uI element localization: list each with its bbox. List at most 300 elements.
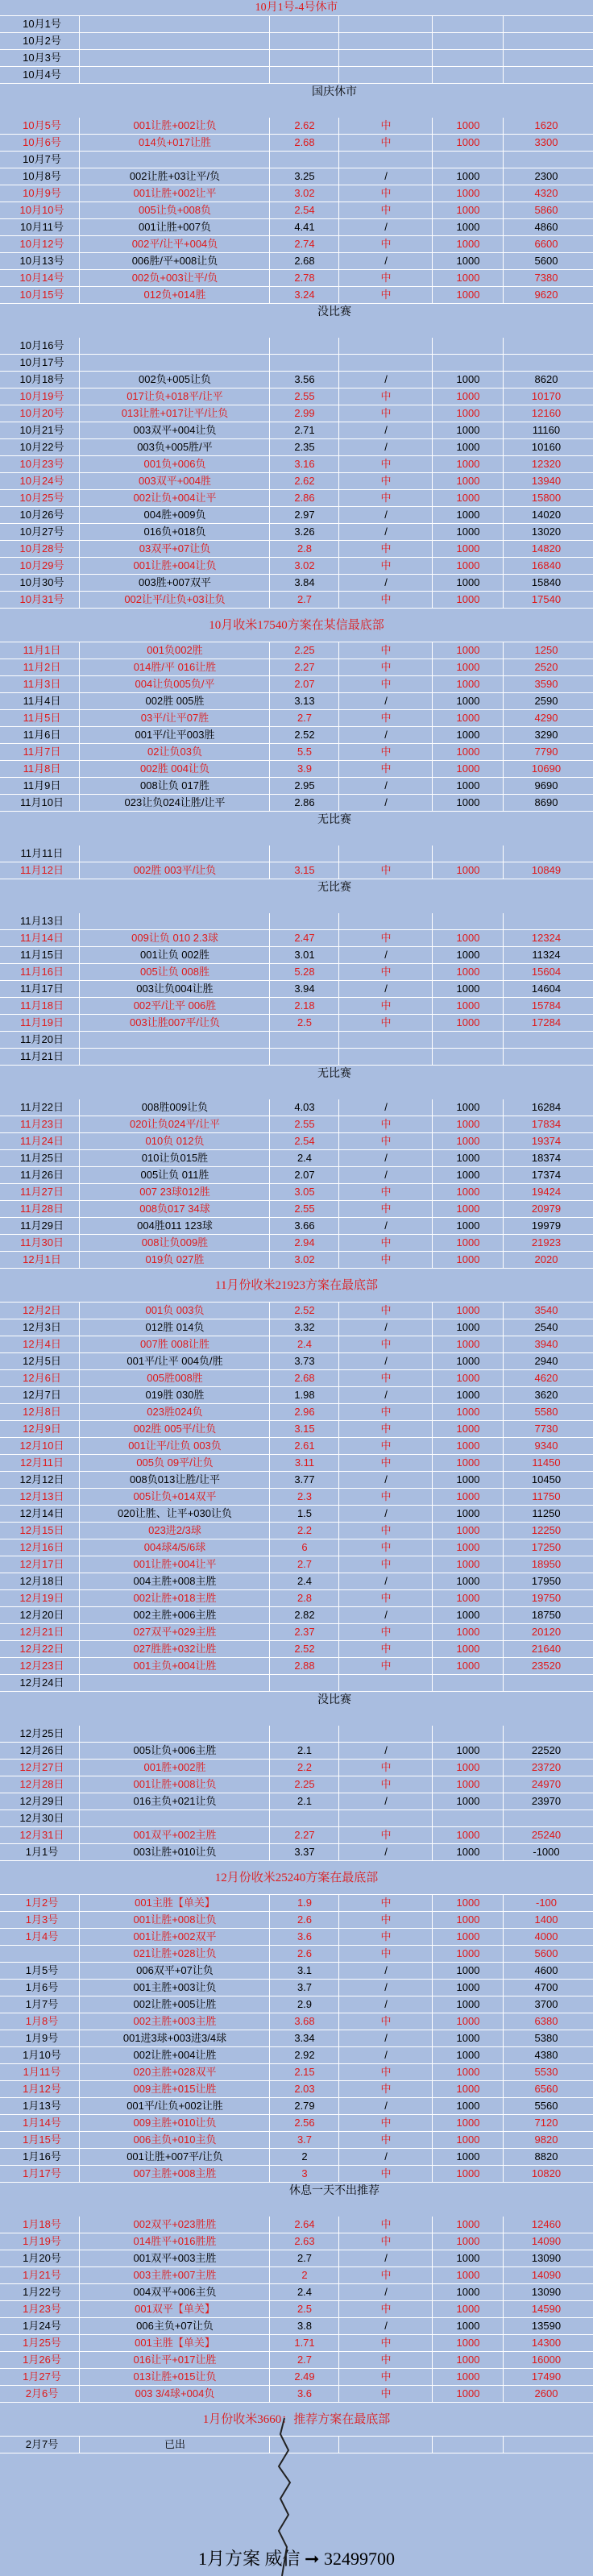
row-total: 16284 bbox=[531, 1101, 562, 1113]
grid-line bbox=[503, 1810, 504, 1826]
grid-line bbox=[79, 422, 80, 438]
row-result: / bbox=[384, 1964, 388, 1976]
grid-line bbox=[432, 1963, 433, 1979]
grid-line bbox=[432, 236, 433, 252]
row-pick bbox=[81, 355, 269, 371]
row-odds: 2.07 bbox=[294, 1169, 315, 1181]
grid-line bbox=[79, 1573, 80, 1589]
grid-line bbox=[432, 1573, 433, 1589]
row-odds: 1.5 bbox=[296, 1507, 313, 1519]
grid-line bbox=[338, 1506, 339, 1522]
row-pick bbox=[81, 67, 269, 83]
grid-line bbox=[269, 219, 270, 235]
grid-line bbox=[503, 2301, 504, 2317]
grid-line bbox=[338, 1184, 339, 1200]
row-pick: 003让负004让胜 bbox=[136, 983, 214, 995]
grid-line bbox=[503, 2284, 504, 2300]
grid-line bbox=[503, 524, 504, 540]
row-result: 中 bbox=[380, 1135, 392, 1147]
row-pick: 023进2/3球 bbox=[148, 1524, 201, 1536]
row-pick: 016让平+017让胜 bbox=[133, 2354, 217, 2366]
row-total: 9620 bbox=[534, 289, 558, 301]
grid-line bbox=[269, 930, 270, 946]
grid-line bbox=[269, 710, 270, 726]
row-date: 10月12号 bbox=[19, 238, 64, 250]
row-pick: 021让胜+028让负 bbox=[133, 1947, 217, 1959]
row-total: 16840 bbox=[531, 559, 562, 571]
row-stake: 1000 bbox=[456, 1456, 480, 1469]
grid-line bbox=[503, 998, 504, 1014]
row-result: 中 bbox=[380, 1524, 392, 1536]
row-result: 中 bbox=[380, 932, 392, 944]
grid-line bbox=[338, 2047, 339, 2063]
grid-line bbox=[503, 50, 504, 66]
grid-line bbox=[432, 2132, 433, 2148]
grid-line bbox=[432, 2437, 433, 2453]
grid-line bbox=[338, 1252, 339, 1268]
row-pick: 016负+018负 bbox=[143, 526, 206, 538]
table-row bbox=[0, 558, 593, 575]
row-odds: 2.4 bbox=[296, 1152, 313, 1164]
monthly-summary: 11月份收米21923方案在最底部 bbox=[0, 1269, 593, 1303]
grid-line bbox=[432, 1336, 433, 1352]
grid-line bbox=[338, 1624, 339, 1640]
row-pick: 003 3/4球+004负 bbox=[135, 2387, 215, 2399]
grid-line bbox=[432, 1726, 433, 1742]
grid-line bbox=[338, 1167, 339, 1183]
row-pick: 012胜 014负 bbox=[145, 1321, 205, 1333]
row-pick: 001让胜+002双平 bbox=[133, 1930, 217, 1942]
row-result: 中 bbox=[380, 644, 392, 656]
row-pick: 001让胜+007平/让负 bbox=[126, 2150, 223, 2163]
grid-line bbox=[269, 1218, 270, 1234]
grid-line bbox=[432, 727, 433, 743]
grid-line bbox=[338, 642, 339, 659]
grid-line bbox=[79, 202, 80, 218]
row-date: 12月25日 bbox=[19, 1727, 64, 1739]
grid-line bbox=[338, 1133, 339, 1149]
row-date: 12月7日 bbox=[23, 1389, 61, 1401]
gap-note: 国庆休市 bbox=[312, 86, 357, 98]
row-total: 20120 bbox=[531, 1626, 562, 1638]
row-odds: 3.37 bbox=[294, 1846, 315, 1858]
row-total: 5600 bbox=[534, 255, 558, 267]
grid-line bbox=[79, 1235, 80, 1251]
grid-line bbox=[269, 118, 270, 134]
grid-line bbox=[79, 778, 80, 794]
row-stake: 1000 bbox=[456, 1473, 480, 1485]
table-row bbox=[0, 1776, 593, 1793]
row-result: 中 bbox=[380, 2015, 392, 2027]
row-pick: 002双平+023胜胜 bbox=[133, 2218, 217, 2230]
row-total: 9690 bbox=[534, 779, 558, 791]
row-odds: 2.7 bbox=[296, 1558, 313, 1570]
table-row bbox=[0, 1912, 593, 1929]
row-stake: 1000 bbox=[456, 1592, 480, 1604]
grid-line bbox=[79, 1996, 80, 2013]
grid-line bbox=[338, 2030, 339, 2046]
grid-line bbox=[338, 388, 339, 405]
grid-line bbox=[269, 388, 270, 405]
grid-line bbox=[269, 1539, 270, 1556]
row-result: 中 bbox=[380, 1947, 392, 1959]
grid-line bbox=[79, 2386, 80, 2402]
grid-line bbox=[338, 2437, 339, 2453]
grid-line bbox=[79, 1980, 80, 1996]
grid-line bbox=[503, 1658, 504, 1674]
row-stake: 1000 bbox=[456, 289, 480, 301]
grid-line bbox=[432, 338, 433, 354]
grid-line bbox=[503, 1303, 504, 1319]
grid-line bbox=[269, 2115, 270, 2131]
grid-line bbox=[338, 2115, 339, 2131]
row-pick: 002主胜+006主胜 bbox=[133, 1609, 217, 1621]
row-odds: 2.94 bbox=[294, 1236, 315, 1249]
grid-line bbox=[269, 1116, 270, 1132]
row-result: / bbox=[384, 1981, 388, 1993]
table-row bbox=[0, 1218, 593, 1235]
grid-line bbox=[79, 2301, 80, 2317]
row-result: / bbox=[384, 983, 388, 995]
row-stake: 1000 bbox=[456, 2252, 480, 2264]
row-stake: 1000 bbox=[456, 2117, 480, 2129]
row-total: 12320 bbox=[531, 458, 562, 470]
grid-line bbox=[432, 372, 433, 388]
table-row bbox=[0, 118, 593, 135]
row-total: 11250 bbox=[532, 1507, 561, 1519]
row-total: 3300 bbox=[534, 136, 558, 148]
row-stake: 1000 bbox=[456, 2083, 480, 2095]
table-row bbox=[0, 456, 593, 473]
grid-line bbox=[269, 1760, 270, 1776]
row-date: 11月28日 bbox=[20, 1203, 64, 1215]
row-stake: 1000 bbox=[456, 932, 480, 944]
row-date: 2月7号 bbox=[25, 2438, 59, 2450]
grid-line bbox=[269, 1624, 270, 1640]
grid-line bbox=[79, 1218, 80, 1234]
row-pick: 004主胜+008主胜 bbox=[133, 1575, 217, 1587]
row-date: 12月29日 bbox=[19, 1795, 64, 1807]
grid-line bbox=[269, 1404, 270, 1420]
row-date: 11月7日 bbox=[23, 746, 61, 758]
row-odds: 2.8 bbox=[296, 542, 313, 555]
grid-line bbox=[79, 1743, 80, 1759]
grid-line bbox=[503, 372, 504, 388]
row-odds: 2.52 bbox=[294, 729, 315, 741]
row-date: 1月19号 bbox=[23, 2235, 61, 2247]
row-pick: 020让负024平/让平 bbox=[130, 1118, 220, 1130]
grid-line bbox=[432, 456, 433, 472]
row-odds bbox=[271, 846, 338, 862]
grid-line bbox=[269, 1607, 270, 1623]
grid-line bbox=[503, 253, 504, 269]
table-row bbox=[0, 1116, 593, 1133]
grid-line bbox=[503, 2132, 504, 2148]
row-date: 12月21日 bbox=[19, 1626, 64, 1638]
grid-line bbox=[338, 1675, 339, 1691]
row-pick: 008让负 017胜 bbox=[140, 779, 209, 791]
grid-line bbox=[338, 1641, 339, 1657]
row-stake: 1000 bbox=[456, 2235, 480, 2247]
row-stake: 1000 bbox=[456, 458, 480, 470]
row-date: 1月21号 bbox=[23, 2269, 61, 2281]
row-stake: 1000 bbox=[456, 2049, 480, 2061]
grid-line bbox=[269, 1590, 270, 1606]
grid-line bbox=[269, 1793, 270, 1809]
grid-line bbox=[503, 135, 504, 151]
grid-line bbox=[338, 1963, 339, 1979]
row-pick: 009让负 010 2.3球 bbox=[131, 932, 218, 944]
row-pick: 001平/让负+002让胜 bbox=[126, 2100, 223, 2112]
row-pick: 009主胜+010让负 bbox=[133, 2117, 217, 2129]
row-stake: 1000 bbox=[456, 1981, 480, 1993]
row-result: 中 bbox=[380, 1423, 392, 1435]
grid-line bbox=[79, 1353, 80, 1369]
row-odds bbox=[271, 67, 338, 83]
row-pick: 010负 012负 bbox=[145, 1135, 205, 1147]
row-stake: 1000 bbox=[456, 1355, 480, 1367]
row-odds: 4.41 bbox=[294, 221, 315, 233]
grid-line bbox=[503, 287, 504, 303]
grid-line bbox=[432, 1827, 433, 1843]
row-odds: 3.6 bbox=[296, 1930, 313, 1942]
row-date: 11月13日 bbox=[20, 915, 64, 927]
grid-line bbox=[432, 202, 433, 218]
table-row bbox=[0, 1624, 593, 1641]
grid-line bbox=[79, 2064, 80, 2080]
row-pick: 027胜胜+032让胜 bbox=[133, 1643, 217, 1655]
row-stake: 1000 bbox=[456, 407, 480, 419]
grid-line bbox=[338, 1370, 339, 1386]
row-odds: 2.9 bbox=[296, 1998, 313, 2010]
row-date: 10月8号 bbox=[23, 170, 61, 182]
row-stake: 1000 bbox=[456, 1236, 480, 1249]
row-odds: 2.2 bbox=[296, 1761, 313, 1773]
grid-line bbox=[269, 659, 270, 675]
row-result bbox=[340, 1049, 432, 1065]
row-result: 中 bbox=[380, 864, 392, 876]
row-date: 10月5号 bbox=[23, 119, 61, 131]
row-odds: 2.68 bbox=[294, 1372, 315, 1384]
table-row bbox=[0, 2081, 593, 2098]
row-stake: 1000 bbox=[456, 1152, 480, 1164]
row-result bbox=[340, 1032, 432, 1048]
row-total: 12460 bbox=[531, 2218, 562, 2230]
row-total: 22520 bbox=[531, 1744, 562, 1756]
grid-line bbox=[79, 1539, 80, 1556]
row-odds: 3.7 bbox=[296, 2134, 313, 2146]
row-date: 11月17日 bbox=[20, 983, 64, 995]
grid-line bbox=[338, 338, 339, 354]
grid-line bbox=[269, 338, 270, 354]
row-odds: 2.52 bbox=[294, 1304, 315, 1316]
row-result: 中 bbox=[380, 2337, 392, 2349]
table-row bbox=[0, 372, 593, 388]
row-total: 4290 bbox=[534, 712, 558, 724]
row-total: 5580 bbox=[534, 1406, 558, 1418]
table-row bbox=[0, 1963, 593, 1980]
row-stake: 1000 bbox=[456, 424, 480, 436]
grid-line bbox=[432, 2335, 433, 2351]
row-result: 中 bbox=[380, 559, 392, 571]
grid-line bbox=[338, 676, 339, 692]
row-stake: 1000 bbox=[456, 136, 480, 148]
grid-line bbox=[503, 1980, 504, 1996]
row-pick: 004让负005负/平 bbox=[135, 678, 215, 690]
row-odds: 2.07 bbox=[294, 678, 315, 690]
grid-line bbox=[432, 1760, 433, 1776]
row-stake: 1000 bbox=[456, 1998, 480, 2010]
grid-line bbox=[503, 1912, 504, 1928]
row-total: 23970 bbox=[531, 1795, 562, 1807]
grid-line bbox=[503, 1201, 504, 1217]
grid-line bbox=[338, 2284, 339, 2300]
grid-line bbox=[432, 778, 433, 794]
table-row bbox=[0, 67, 593, 84]
grid-line bbox=[432, 1523, 433, 1539]
row-stake: 1000 bbox=[456, 204, 480, 216]
grid-line bbox=[79, 236, 80, 252]
grid-line bbox=[432, 2386, 433, 2402]
table-row bbox=[0, 1641, 593, 1658]
row-result: 中 bbox=[380, 407, 392, 419]
grid-line bbox=[79, 575, 80, 591]
grid-line bbox=[79, 1336, 80, 1352]
row-total: 2940 bbox=[534, 1355, 558, 1367]
grid-line bbox=[503, 2081, 504, 2097]
grid-line bbox=[503, 710, 504, 726]
grid-line bbox=[269, 236, 270, 252]
row-pick: 014胜平+016胜胜 bbox=[133, 2235, 217, 2247]
grid-line bbox=[269, 270, 270, 286]
row-odds: 2.79 bbox=[294, 2100, 315, 2112]
grid-line bbox=[432, 2267, 433, 2283]
grid-line bbox=[503, 1252, 504, 1268]
grid-line bbox=[79, 2267, 80, 2283]
row-date: 11月14日 bbox=[20, 932, 64, 944]
row-odds bbox=[271, 1675, 338, 1691]
row-total: 3620 bbox=[534, 1389, 558, 1401]
row-pick bbox=[81, 50, 269, 66]
grid-line bbox=[269, 1895, 270, 1911]
row-result: 中 bbox=[380, 2218, 392, 2230]
grid-line bbox=[338, 1607, 339, 1623]
month-banner: 10月1号-4号休市 bbox=[0, 0, 593, 16]
row-total: 2020 bbox=[534, 1253, 558, 1265]
row-date: 11月22日 bbox=[20, 1101, 64, 1113]
row-total: 15840 bbox=[531, 576, 562, 588]
grid-line bbox=[338, 862, 339, 879]
table-row bbox=[0, 1929, 593, 1946]
table-row bbox=[0, 846, 593, 862]
row-pick: 001双平+002主胜 bbox=[133, 1829, 217, 1841]
grid-line bbox=[79, 1810, 80, 1826]
grid-line bbox=[79, 1675, 80, 1691]
grid-line bbox=[432, 998, 433, 1014]
grid-line bbox=[503, 1506, 504, 1522]
row-total: 17540 bbox=[531, 593, 562, 605]
grid-line bbox=[269, 1370, 270, 1386]
row-stake bbox=[433, 50, 503, 66]
row-odds: 2.49 bbox=[294, 2370, 315, 2383]
grid-line bbox=[269, 642, 270, 659]
grid-line bbox=[269, 1675, 270, 1691]
grid-line bbox=[432, 1032, 433, 1048]
row-result: 中 bbox=[380, 119, 392, 131]
grid-line bbox=[503, 2369, 504, 2385]
grid-line bbox=[338, 575, 339, 591]
grid-line bbox=[432, 355, 433, 371]
grid-line bbox=[432, 16, 433, 32]
row-result: / bbox=[384, 373, 388, 385]
grid-line bbox=[338, 16, 339, 32]
row-stake: 1000 bbox=[456, 1219, 480, 1232]
grid-line bbox=[338, 253, 339, 269]
row-result: 中 bbox=[380, 2370, 392, 2383]
row-total: -100 bbox=[535, 1897, 558, 1909]
row-result: 中 bbox=[380, 1930, 392, 1942]
row-date: 12月4日 bbox=[23, 1338, 61, 1350]
row-date: 10月9号 bbox=[23, 187, 61, 199]
row-result: 中 bbox=[380, 1338, 392, 1350]
grid-line bbox=[269, 1167, 270, 1183]
grid-line bbox=[79, 1032, 80, 1048]
row-odds: 2.27 bbox=[294, 661, 315, 673]
row-result: 中 bbox=[380, 542, 392, 555]
row-date: 10月28号 bbox=[19, 542, 64, 555]
row-odds: 2.25 bbox=[294, 1778, 315, 1790]
row-odds: 2.82 bbox=[294, 1609, 315, 1621]
grid-line bbox=[338, 1658, 339, 1674]
row-date: 10月21号 bbox=[19, 424, 64, 436]
grid-line bbox=[269, 2030, 270, 2046]
row-odds bbox=[271, 355, 338, 371]
grid-line bbox=[432, 1116, 433, 1132]
row-date: 11月30日 bbox=[20, 1236, 64, 1249]
grid-line bbox=[503, 2098, 504, 2114]
row-date: 1月7号 bbox=[25, 1998, 59, 2010]
grid-line bbox=[79, 710, 80, 726]
row-stake: 1000 bbox=[456, 661, 480, 673]
row-odds: 2.03 bbox=[294, 2083, 315, 2095]
row-stake: 1000 bbox=[456, 593, 480, 605]
grid-line bbox=[338, 1353, 339, 1369]
row-result: / bbox=[384, 729, 388, 741]
row-odds: 2 bbox=[301, 2269, 308, 2281]
gap-note: 无比赛 bbox=[317, 882, 351, 894]
grid-line bbox=[269, 2369, 270, 2385]
grid-line bbox=[269, 1455, 270, 1471]
row-total: 10160 bbox=[531, 441, 562, 453]
row-result bbox=[340, 846, 432, 862]
row-stake: 1000 bbox=[456, 949, 480, 961]
row-stake: 1000 bbox=[456, 2218, 480, 2230]
grid-line bbox=[79, 1404, 80, 1420]
grid-line bbox=[503, 1099, 504, 1116]
grid-line bbox=[338, 1793, 339, 1809]
row-total: 10849 bbox=[531, 864, 562, 876]
row-pick: 008负017 34球 bbox=[139, 1203, 210, 1215]
row-date: 1月5号 bbox=[25, 1964, 59, 1976]
grid-line bbox=[432, 1658, 433, 1674]
row-odds: 1.98 bbox=[294, 1389, 315, 1401]
row-pick: 001双平+003主胜 bbox=[133, 2252, 217, 2264]
row-odds: 2.55 bbox=[294, 1118, 315, 1130]
grid-line bbox=[338, 846, 339, 862]
row-total: 20979 bbox=[531, 1203, 562, 1215]
grid-line bbox=[269, 1810, 270, 1826]
row-stake: 1000 bbox=[456, 2303, 480, 2315]
